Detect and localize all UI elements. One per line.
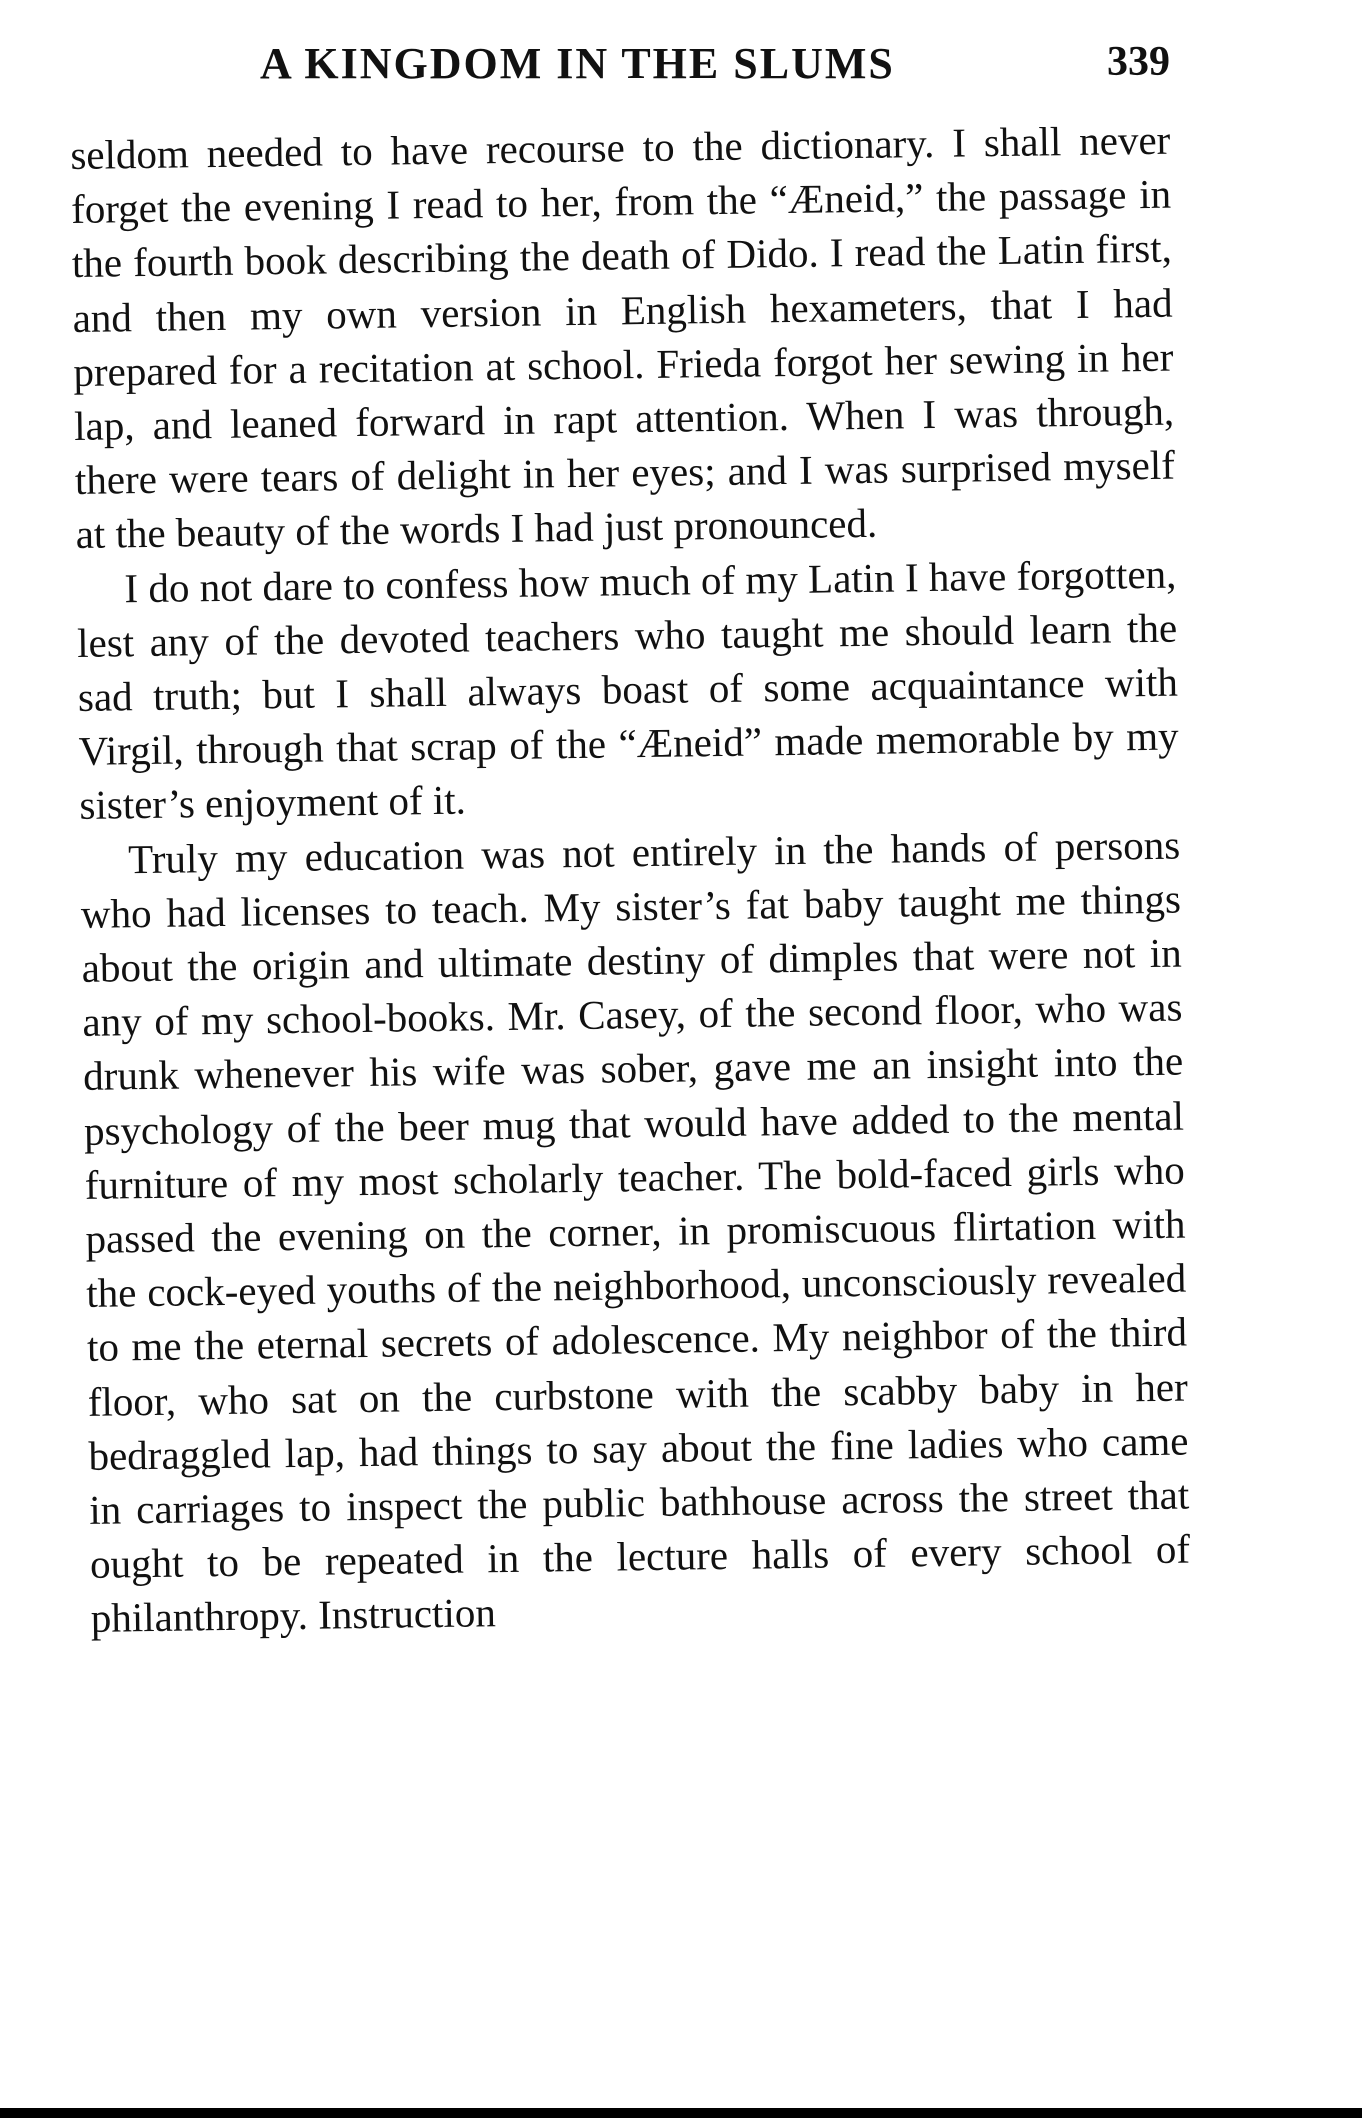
page-number: 339	[1107, 39, 1170, 85]
paragraph-continued: seldom needed to have recourse to the dictionary. I shall never forget the evening I read to her, from the “Æneid,” the passage in the fourth book describing the death of Dido. I read the Latin first, and then my own version in English hexameters, that I had prepared for a recitation at school. Frieda forgot her sewing in her lap, and leaned forward in rapt attention. When I was through, there were tears of delight in her eyes; and I was surprised myself at the beauty of the words I had just pronounced.	[70, 116, 1176, 558]
running-head	[70, 38, 1170, 98]
paragraph-latin: I do not dare to confess how much of my Latin I have forgotten, lest any of the devoted teachers who taught me should learn the sad truth; but I shall always boast of some acquaintance with Virgil, through that scrap of the “Æneid” made memorable by my sister’s enjoyment of it.	[76, 550, 1179, 829]
running-title: A KINGDOM IN THE SLUMS	[260, 39, 895, 88]
scan-bottom-edge	[0, 2108, 1362, 2118]
paragraph-education: Truly my education was not entirely in the hands of persons who had licenses to teach. My sister’s fat baby taught me things about the origin and ultimate destiny of dimples that were not in any of my school-books. Mr. Casey, of the second floor, who was drunk whenever his wife was sober, gave me an insight into the psychology of the beer mug that would have added to the mental furniture of my most scholarly teacher. The bold-faced girls who passed the evening on the corner, in promiscuous flirtation with the cock-eyed youths of the neighborhood, unconsciously revealed to me the eternal secrets of adolescence. My neighbor of the third floor, who sat on the curbstone with the scabby baby in her bedraggled lap, had things to say about the fine ladies who came in carriages to inspect the public bathhouse across the street that ought to be repeated in the lecture halls of every school of philanthropy. Instruction	[80, 821, 1191, 1642]
body-text	[70, 113, 1191, 1646]
